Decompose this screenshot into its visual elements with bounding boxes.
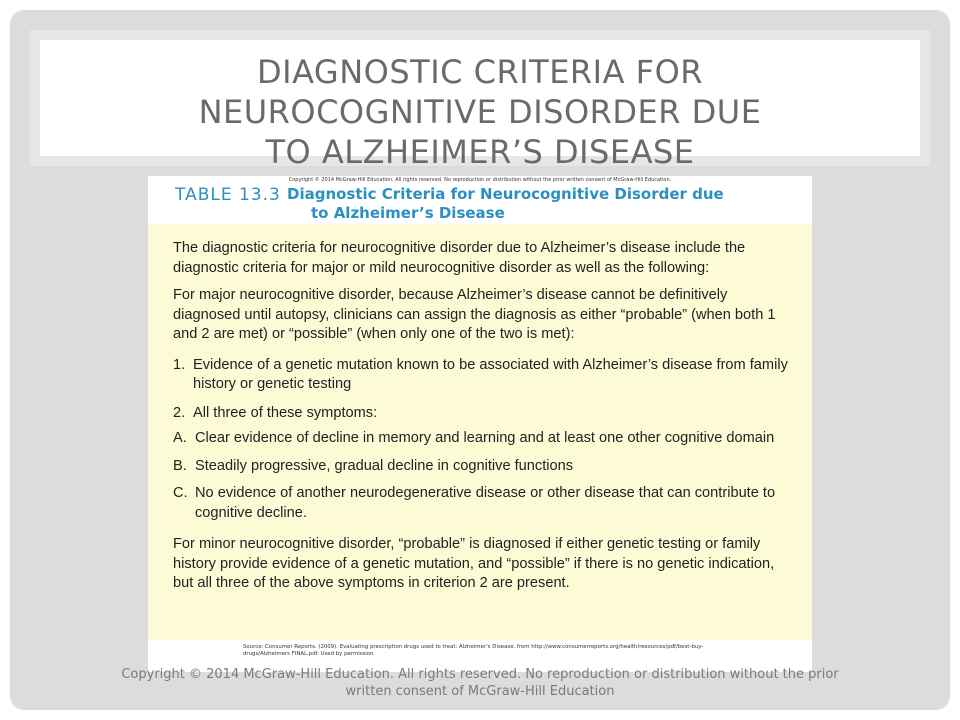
footer-line: Copyright © 2014 McGraw-Hill Education. All rights reserved. No reproduction or distribution without the prior: [121, 667, 839, 682]
title-line: DIAGNOSTIC CRITERIA FOR: [257, 53, 703, 91]
symptom-text: Clear evidence of decline in memory and learning and at least one other cognitive domain: [195, 430, 775, 446]
slide-title: [40, 52, 920, 172]
table-header: [148, 176, 812, 224]
criterion-text: Evidence of a genetic mutation known to be associated with Alzheimer’s disease from family history or genetic testing: [193, 356, 788, 392]
symptom-letter: C.: [173, 485, 188, 501]
symptom-text: No evidence of another neurodegenerative disease or other disease that can contribute to cognitive decline.: [195, 485, 776, 521]
table-copyright-notice: Copyright © 2014 McGraw-Hill Education. All rights reserved. No reproduction or distribution without the prior written consent of McGraw-Hill Education.: [288, 177, 672, 183]
symptom-item: [173, 484, 798, 523]
criterion-number: 2.: [173, 404, 186, 421]
source-citation: Source: Consumer Reports. (2009). Evaluating prescription drugs used to treat: Alzheimer’s Disease, from http://www.consumerreports.org/health/resources/pdf/best-buy-drugs/Alzheimers FINAL.pdf. Used by permission: [243, 644, 704, 657]
symptom-item: [173, 429, 798, 449]
criterion-text: All three of these symptoms:: [193, 404, 378, 421]
slide-background: [10, 10, 950, 710]
symptom-letter: B.: [173, 457, 187, 474]
symptom-item: [173, 457, 798, 477]
title-box: [30, 30, 930, 171]
copyright-footer: [10, 666, 950, 700]
table-title-line: Diagnostic Criteria for Neurocognitive Disorder due: [287, 185, 724, 203]
criterion-number: 1.: [173, 356, 186, 373]
table-title: [287, 185, 797, 223]
title-line: NEUROCOGNITIVE DISORDER DUE: [198, 93, 762, 131]
major-disorder-paragraph: For major neurocognitive disorder, because Alzheimer’s disease cannot be definitively diagnosed until autopsy, clinicians can assign the diagnosis as either “probable” (when both 1 and 2 are met) or “possible” (when only one of the two is met):: [173, 287, 776, 342]
minor-disorder-paragraph: For minor neurocognitive disorder, “probable” is diagnosed if either genetic testing or family history provide evidence of a genetic mutation, and “possible” if there is no genetic indication, but all three of the above symptoms in criterion 2 are present.: [173, 536, 775, 591]
intro-paragraph: The diagnostic criteria for neurocognitive disorder due to Alzheimer’s disease include the diagnostic criteria for major or mild neurocognitive disorder as well as the following:: [173, 240, 746, 276]
symptom-text: Steadily progressive, gradual decline in cognitive functions: [195, 457, 574, 474]
criterion-2: [173, 404, 798, 424]
symptom-letter: A.: [173, 430, 187, 446]
table-label: TABLE 13.3: [175, 185, 281, 205]
table-body: [173, 239, 798, 594]
title-line: TO ALZHEIMER’S DISEASE: [265, 133, 695, 171]
table-title-line: to Alzheimer’s Disease: [311, 204, 505, 222]
footer-line: written consent of McGraw-Hill Education: [345, 684, 615, 699]
criterion-1: [173, 356, 798, 395]
table-image: [148, 176, 812, 672]
